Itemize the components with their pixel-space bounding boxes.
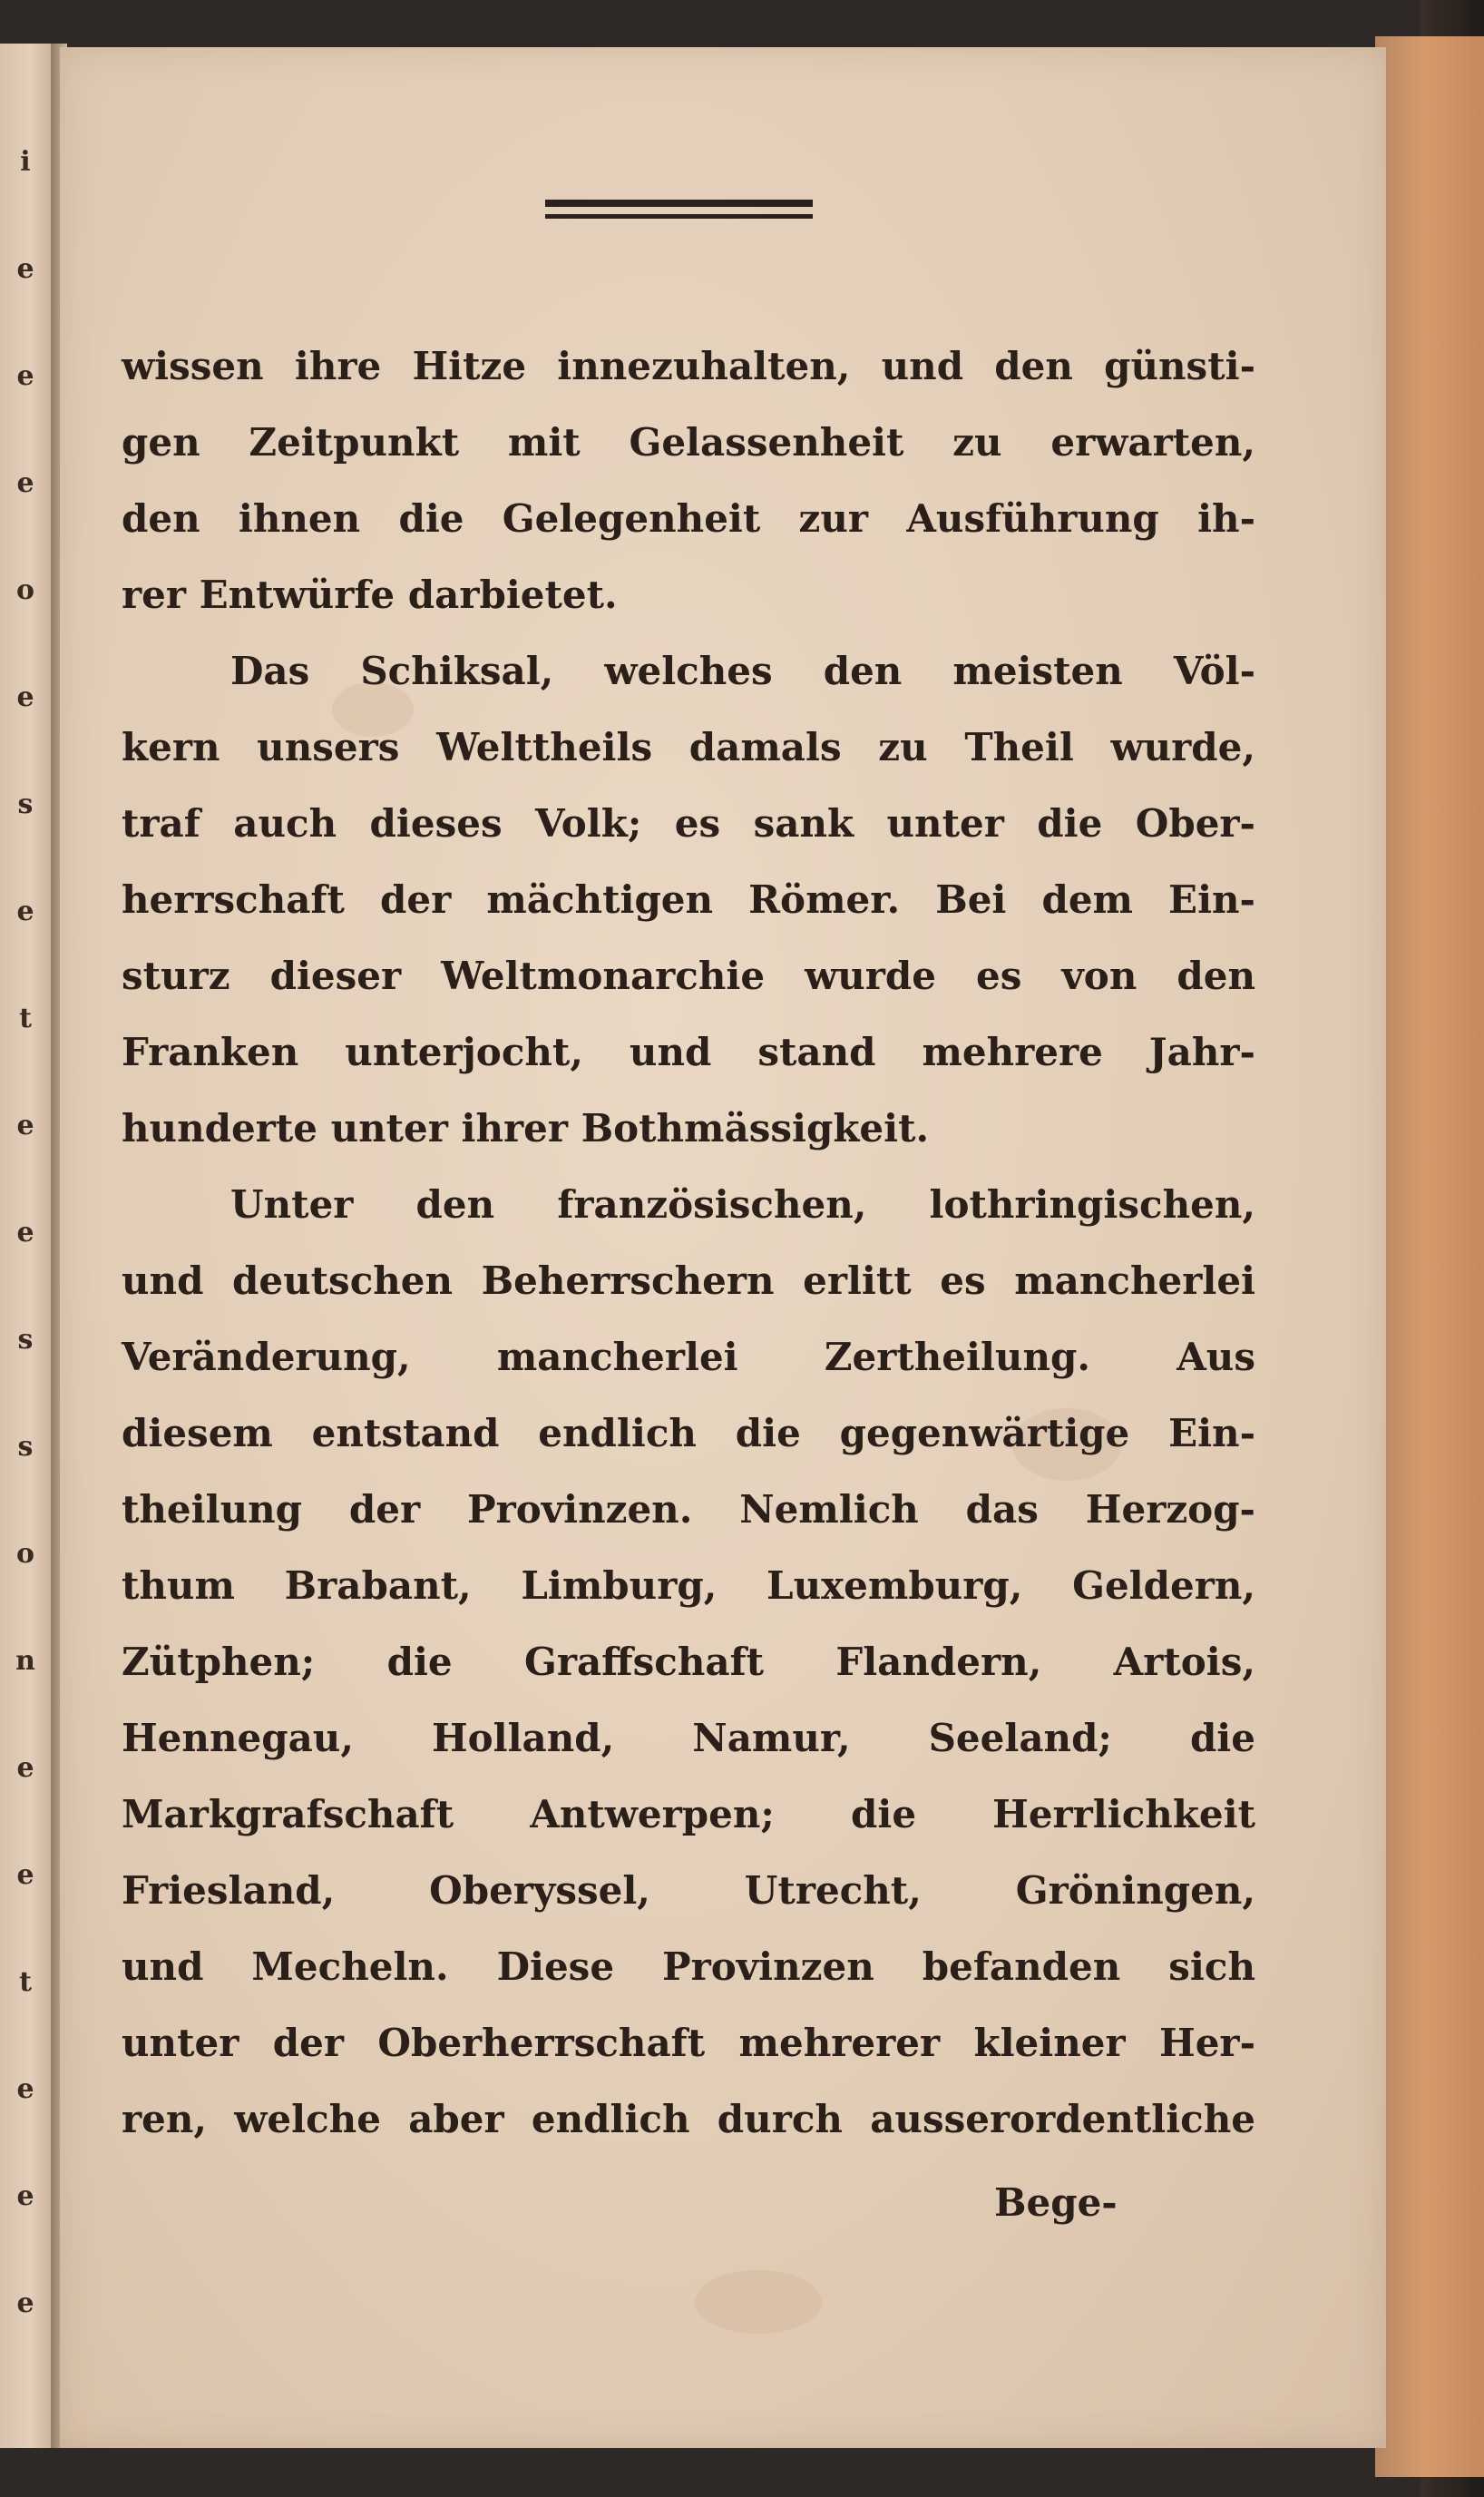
previous-page-char: e [16, 896, 34, 927]
text-line: sturz dieser Weltmonarchie wurde es von den [122, 954, 1255, 998]
text-line: rer Entwürfe darbietet. [122, 573, 618, 617]
text-line: Das Schiksal, welches den meisten Völ- [230, 649, 1255, 693]
previous-page-char: t [19, 1966, 32, 1998]
text-line: ren, welche aber endlich durch ausserordentliche [122, 2097, 1255, 2141]
previous-page-char: s [17, 1324, 34, 1356]
text-line: theilung der Provinzen. Nemlich das Herzog- [122, 1487, 1255, 1532]
text-line: Franken unterjocht, und stand mehrere Jahr- [122, 1030, 1255, 1074]
header-rule-thin [545, 214, 813, 219]
body-text [122, 328, 1255, 2158]
text-line: Veränderung, mancherlei Zertheilung. Aus [122, 1335, 1255, 1379]
text-line: unter der Oberherrschaft mehrerer kleiner Her- [122, 2021, 1255, 2065]
previous-page-char: e [16, 681, 34, 713]
text-line: diesem entstand endlich die gegenwärtige Ein- [122, 1411, 1255, 1455]
text-line: traf auch dieses Volk; es sank unter die Ober- [122, 801, 1255, 846]
previous-page-char: e [16, 2073, 34, 2105]
previous-page-char: e [16, 1752, 34, 1784]
catchword: Bege- [994, 2180, 1118, 2225]
previous-page-char: e [16, 1110, 34, 1141]
previous-page-char: e [16, 253, 34, 285]
foxing-spot [695, 2270, 822, 2334]
previous-page-char: o [15, 1538, 34, 1570]
book-cover-edge [1375, 36, 1484, 2477]
text-line: wissen ihre Hitze innezuhalten, und den günsti- [122, 344, 1255, 388]
previous-page-char: o [15, 574, 34, 606]
previous-page-char: e [16, 360, 34, 392]
previous-page-char: e [16, 2180, 34, 2212]
text-line: thum Brabant, Limburg, Luxemburg, Geldern, [122, 1563, 1255, 1608]
text-line: Unter den französischen, lothringischen, [230, 1182, 1255, 1227]
text-line: und Mecheln. Diese Provinzen befanden sich [122, 1944, 1255, 1989]
previous-page-char: i [20, 146, 31, 178]
text-line: und deutschen Beherrschern erlitt es mancherlei [122, 1258, 1255, 1303]
previous-page-char: e [16, 1859, 34, 1891]
previous-page-sliver [0, 44, 54, 2448]
text-line: Friesland, Oberyssel, Utrecht, Gröningen, [122, 1868, 1255, 1913]
previous-page-char: e [16, 1217, 34, 1248]
text-line: kern unsers Welttheils damals zu Theil wurde, [122, 725, 1255, 769]
previous-page-char: s [17, 1431, 34, 1463]
book-page [60, 47, 1386, 2448]
previous-page-char: n [15, 1645, 35, 1677]
text-line: hunderte unter ihrer Bothmässigkeit. [122, 1106, 930, 1151]
text-line: gen Zeitpunkt mit Gelassenheit zu erwarten, [122, 420, 1255, 465]
previous-page-char: s [17, 788, 34, 820]
text-line: Zütphen; die Graffschaft Flandern, Artois, [122, 1640, 1255, 1684]
header-rule [545, 200, 813, 207]
text-line: Markgrafschaft Antwerpen; die Herrlichkeit [122, 1792, 1255, 1836]
text-line: herrschaft der mächtigen Römer. Bei dem Ein- [122, 877, 1255, 922]
previous-page-char: t [19, 1003, 32, 1034]
text-line: den ihnen die Gelegenheit zur Ausführung ih- [122, 496, 1255, 541]
text-line: Hennegau, Holland, Namur, Seeland; die [122, 1716, 1255, 1760]
previous-page-char: e [16, 2287, 34, 2319]
previous-page-char: e [16, 467, 34, 499]
